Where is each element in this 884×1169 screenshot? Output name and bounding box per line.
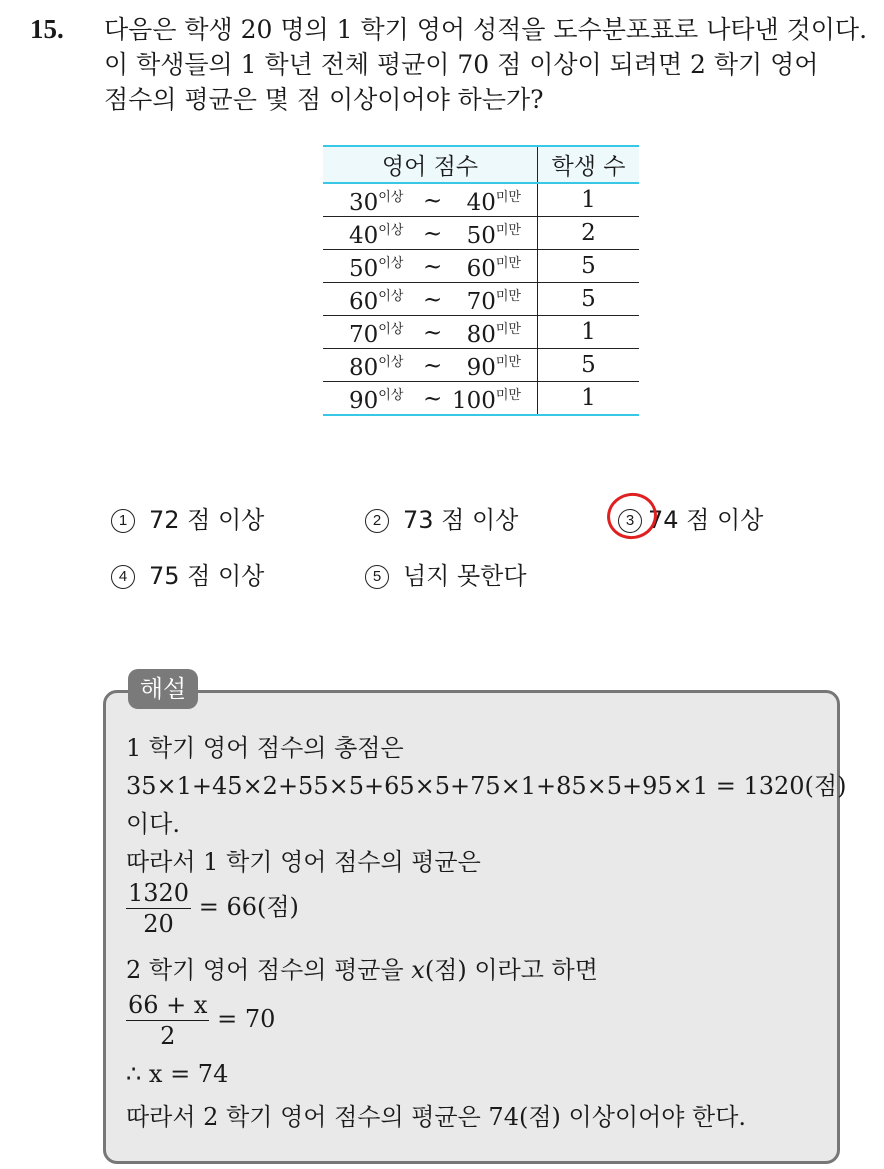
solution-line-3: 이다. [126, 810, 180, 838]
range-tilde: ~ [423, 353, 443, 379]
line6-pre: 2 학기 영어 점수의 평균을 [126, 956, 412, 984]
score-range-cell [323, 283, 538, 316]
lower-suffix: 이상 [378, 388, 404, 403]
lower-suffix: 이상 [378, 355, 404, 370]
table-row [323, 283, 639, 316]
range-upper: $50^{미만}$ [466, 223, 521, 249]
range-lower: $40^{이상}$ [349, 223, 404, 249]
count-cell: 5 [538, 349, 640, 382]
solution-tag: 해설 [128, 669, 198, 709]
upper-suffix: 미만 [495, 355, 521, 370]
upper-suffix: 미만 [495, 223, 521, 238]
table-header-row [323, 146, 639, 183]
lower-suffix: 이상 [378, 190, 404, 205]
fraction-result: = 66(점) [198, 893, 299, 921]
table-row [323, 382, 639, 416]
solution-line-1: 1 학기 영어 점수의 총점은 [126, 734, 404, 762]
upper-suffix: 미만 [495, 322, 521, 337]
upper-suffix: 미만 [495, 289, 521, 304]
header-score: 영어 점수 [323, 146, 538, 183]
range-upper: $70^{미만}$ [466, 289, 521, 315]
table-row [323, 349, 639, 382]
question-number: 15. [30, 14, 64, 44]
range-lower: $70^{이상}$ [349, 322, 404, 348]
fraction-result: = 70 [217, 1005, 276, 1033]
choice-4[interactable] [111, 556, 264, 591]
range-tilde: ~ [423, 320, 443, 346]
range-tilde: ~ [423, 188, 443, 214]
table-row [323, 217, 639, 250]
upper-suffix: 미만 [495, 256, 521, 271]
upper-suffix: 미만 [495, 190, 521, 205]
choice-text: 72 점 이상 [149, 506, 265, 534]
solution-line-2: 35×1+45×2+55×5+65×5+75×1+85×5+95×1 = 1320(점) [126, 772, 847, 800]
score-range-cell [323, 250, 538, 283]
range-tilde: ~ [423, 254, 443, 280]
table-row [323, 316, 639, 349]
choice-text: 75 점 이상 [149, 562, 265, 590]
lower-suffix: 이상 [378, 223, 404, 238]
choice-1[interactable] [111, 500, 264, 535]
lower-suffix: 이상 [378, 322, 404, 337]
range-lower: $90^{이상}$ [349, 388, 404, 414]
lower-suffix: 이상 [378, 256, 404, 271]
range-lower: $60^{이상}$ [349, 289, 404, 315]
fraction [126, 990, 209, 1051]
solution-fraction-2 [126, 990, 275, 1051]
variable-x: x [411, 956, 425, 984]
choice-marker: 5 [365, 565, 389, 589]
choice-2[interactable] [365, 500, 518, 535]
range-tilde: ~ [423, 386, 443, 412]
score-range-cell [323, 217, 538, 250]
upper-suffix: 미만 [495, 388, 521, 403]
solution-line-9: 따라서 2 학기 영어 점수의 평균은 74(점) 이상이어야 한다. [126, 1103, 747, 1131]
solution-line-6 [126, 950, 598, 985]
range-upper: $90^{미만}$ [466, 355, 521, 381]
header-count: 학생 수 [538, 146, 640, 183]
range-upper: $60^{미만}$ [466, 256, 521, 282]
choice-marker: 1 [111, 509, 135, 533]
choice-5[interactable] [365, 556, 527, 591]
score-range-cell [323, 349, 538, 382]
count-cell: 1 [538, 316, 640, 349]
choice-marker: 4 [111, 565, 135, 589]
solution-fraction-1 [126, 878, 299, 939]
count-cell: 1 [538, 183, 640, 217]
score-range-cell [323, 382, 538, 416]
range-tilde: ~ [423, 287, 443, 313]
solution-line-4: 따라서 1 학기 영어 점수의 평균은 [126, 848, 481, 876]
score-range-cell [323, 316, 538, 349]
question-text [104, 12, 874, 117]
choice-text: 74 점 이상 [648, 506, 764, 534]
range-lower: $50^{이상}$ [349, 256, 404, 282]
range-upper: $40^{미만}$ [466, 190, 521, 216]
solution-line-8: ∴ x = 74 [126, 1060, 229, 1088]
denominator: 2 [160, 1022, 176, 1050]
choice-marker: 3 [618, 509, 642, 533]
lower-suffix: 이상 [378, 289, 404, 304]
fraction [126, 878, 191, 939]
question-line-3: 점수의 평균은 몇 점 이상이어야 하는가? [104, 85, 544, 114]
score-range-cell [323, 183, 538, 217]
range-tilde: ~ [423, 221, 443, 247]
choice-marker: 2 [365, 509, 389, 533]
count-cell: 2 [538, 217, 640, 250]
numerator: 1320 [128, 879, 190, 907]
range-upper: $100^{미만}$ [451, 388, 521, 414]
count-cell: 1 [581, 385, 596, 411]
range-upper: $80^{미만}$ [466, 322, 521, 348]
range-lower: $30^{이상}$ [349, 190, 404, 216]
range-lower: $80^{이상}$ [349, 355, 404, 381]
numerator: 66 + x [128, 991, 208, 1019]
choice-text: 넘지 못한다 [403, 562, 527, 590]
table-row [323, 250, 639, 283]
choice-text: 73 점 이상 [403, 506, 519, 534]
count-cell: 5 [538, 250, 640, 283]
table-body [323, 183, 639, 415]
table-row [323, 183, 639, 217]
question-line-1: 다음은 학생 20 명의 1 학기 영어 성적을 도수분포표로 나타낸 것이다. [104, 15, 868, 44]
line6-post: (점) 이라고 하면 [424, 956, 598, 984]
count-cell: 5 [538, 283, 640, 316]
question-line-2: 이 학생들의 1 학년 전체 평균이 70 점 이상이 되려면 2 학기 영어 [104, 50, 819, 79]
denominator: 20 [143, 910, 174, 938]
frequency-table [323, 145, 639, 416]
